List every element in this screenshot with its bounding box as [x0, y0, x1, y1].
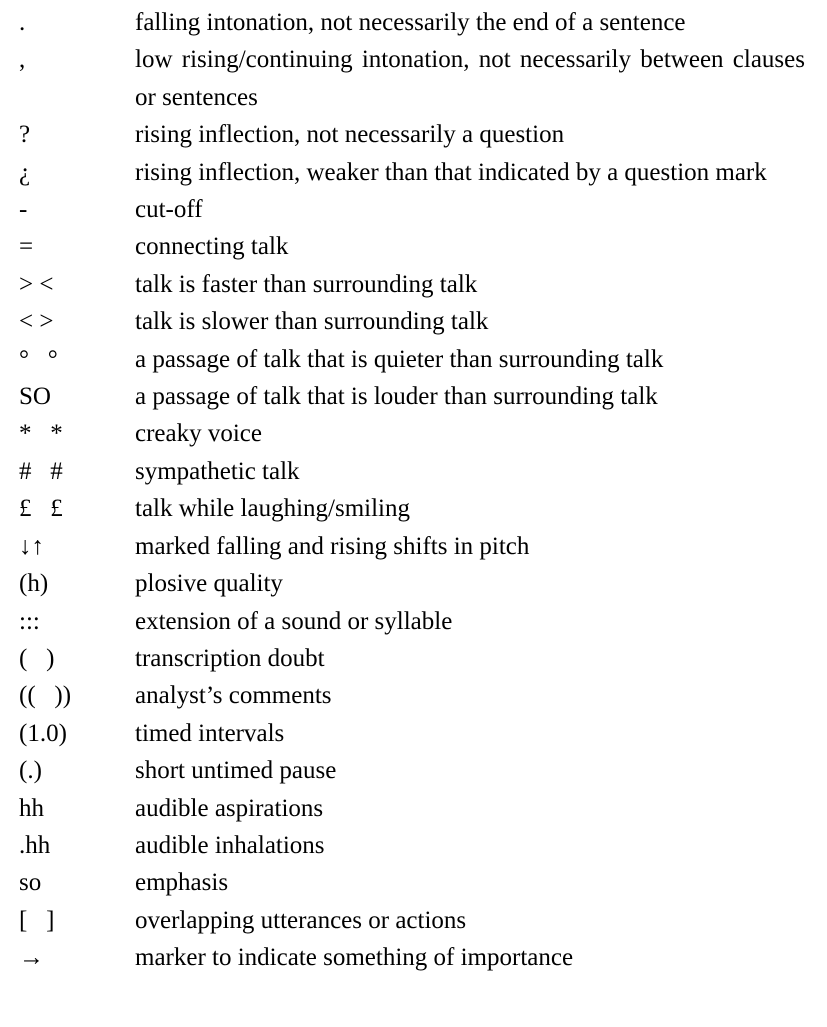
legend-row-sympathetic-talk — [0, 453, 827, 490]
legend-symbol: < > — [19, 308, 54, 336]
legend-row-creaky-voice — [0, 415, 827, 452]
legend-row-falling-intonation — [0, 4, 827, 41]
legend-symbol: ::: — [19, 607, 40, 635]
legend-row-faster-talk — [0, 266, 827, 303]
legend-description: overlapping utterances or actions — [135, 906, 467, 934]
legend-symbol: ↓↑ — [19, 532, 44, 560]
legend-description: marker to indicate something of importance — [135, 944, 574, 972]
legend-row-inhalations — [0, 827, 827, 864]
legend-description: transcription doubt — [135, 644, 325, 672]
legend-row-quieter-talk — [0, 341, 827, 378]
legend-description: a passage of talk that is quieter than surrounding talk — [135, 345, 664, 373]
legend-row-louder-talk — [0, 378, 827, 415]
legend-row-weak-rising-inflection — [0, 154, 827, 191]
legend-symbol: > < — [19, 270, 54, 298]
legend-description: timed intervals — [135, 719, 285, 747]
legend-symbol: SO — [19, 383, 51, 411]
legend-row-untimed-pause — [0, 752, 827, 789]
legend-description: a passage of talk that is louder than surrounding talk — [135, 383, 658, 411]
legend-description: cut-off — [135, 196, 203, 224]
legend-description: talk is slower than surrounding talk — [135, 308, 489, 336]
legend-description: talk is faster than surrounding talk — [135, 270, 478, 298]
legend-symbol: (.) — [19, 757, 42, 785]
legend-symbol: (h) — [19, 570, 49, 598]
legend-symbol: * * — [19, 420, 63, 448]
legend-row-sound-extension — [0, 603, 827, 640]
legend-symbol: , — [19, 46, 26, 74]
legend-symbol: ( ) — [19, 644, 55, 672]
transcription-conventions-legend — [0, 4, 827, 977]
legend-row-pitch-shifts — [0, 528, 827, 565]
legend-row-connecting-talk — [0, 228, 827, 265]
legend-symbol: .hh — [19, 831, 51, 859]
legend-symbol: # # — [19, 457, 63, 485]
legend-row-emphasis — [0, 864, 827, 901]
legend-description: rising inflection, weaker than that indicated by a question mark — [135, 158, 767, 186]
legend-symbol: £ £ — [19, 495, 63, 523]
legend-symbol: → — [19, 944, 44, 972]
legend-row-transcription-doubt — [0, 640, 827, 677]
legend-description: rising inflection, not necessarily a question — [135, 121, 565, 149]
legend-row-cut-off — [0, 191, 827, 228]
legend-row-analyst-comments — [0, 677, 827, 714]
legend-description: audible aspirations — [135, 794, 324, 822]
legend-description: falling intonation, not necessarily the end of a sentence — [135, 9, 686, 36]
legend-row-laughing-talk — [0, 490, 827, 527]
legend-symbol: (1.0) — [19, 719, 67, 747]
legend-description: plosive quality — [135, 570, 283, 598]
legend-symbol: ° ° — [19, 345, 58, 373]
legend-row-importance-marker — [0, 939, 827, 976]
legend-description: audible inhalations — [135, 831, 325, 859]
legend-symbol: (( )) — [19, 682, 72, 710]
legend-symbol: - — [19, 196, 28, 224]
legend-symbol: ¿ — [19, 158, 31, 186]
legend-symbol: ? — [19, 121, 31, 149]
legend-row-rising-inflection — [0, 116, 827, 153]
legend-row-overlapping — [0, 902, 827, 939]
legend-description: connecting talk — [135, 233, 289, 261]
legend-description: talk while laughing/smiling — [135, 495, 410, 523]
legend-symbol: = — [19, 233, 34, 261]
legend-row-low-rising-intonation — [0, 41, 827, 116]
legend-row-aspirations — [0, 790, 827, 827]
legend-symbol: . — [19, 9, 26, 36]
legend-description: analyst’s comments — [135, 682, 332, 710]
legend-description: creaky voice — [135, 420, 263, 448]
legend-symbol: [ ] — [19, 906, 55, 934]
legend-symbol: hh — [19, 794, 44, 822]
legend-description: sympathetic talk — [135, 457, 300, 485]
legend-description: low rising/continuing intonation, not necessarily between clauses or sentences — [135, 46, 805, 111]
legend-row-plosive-quality — [0, 565, 827, 602]
legend-symbol: so — [19, 869, 42, 897]
legend-description: emphasis — [135, 869, 229, 897]
legend-description: extension of a sound or syllable — [135, 607, 453, 635]
legend-row-slower-talk — [0, 303, 827, 340]
legend-description: short untimed pause — [135, 757, 337, 785]
legend-description: marked falling and rising shifts in pitch — [135, 532, 530, 560]
legend-row-timed-intervals — [0, 715, 827, 752]
